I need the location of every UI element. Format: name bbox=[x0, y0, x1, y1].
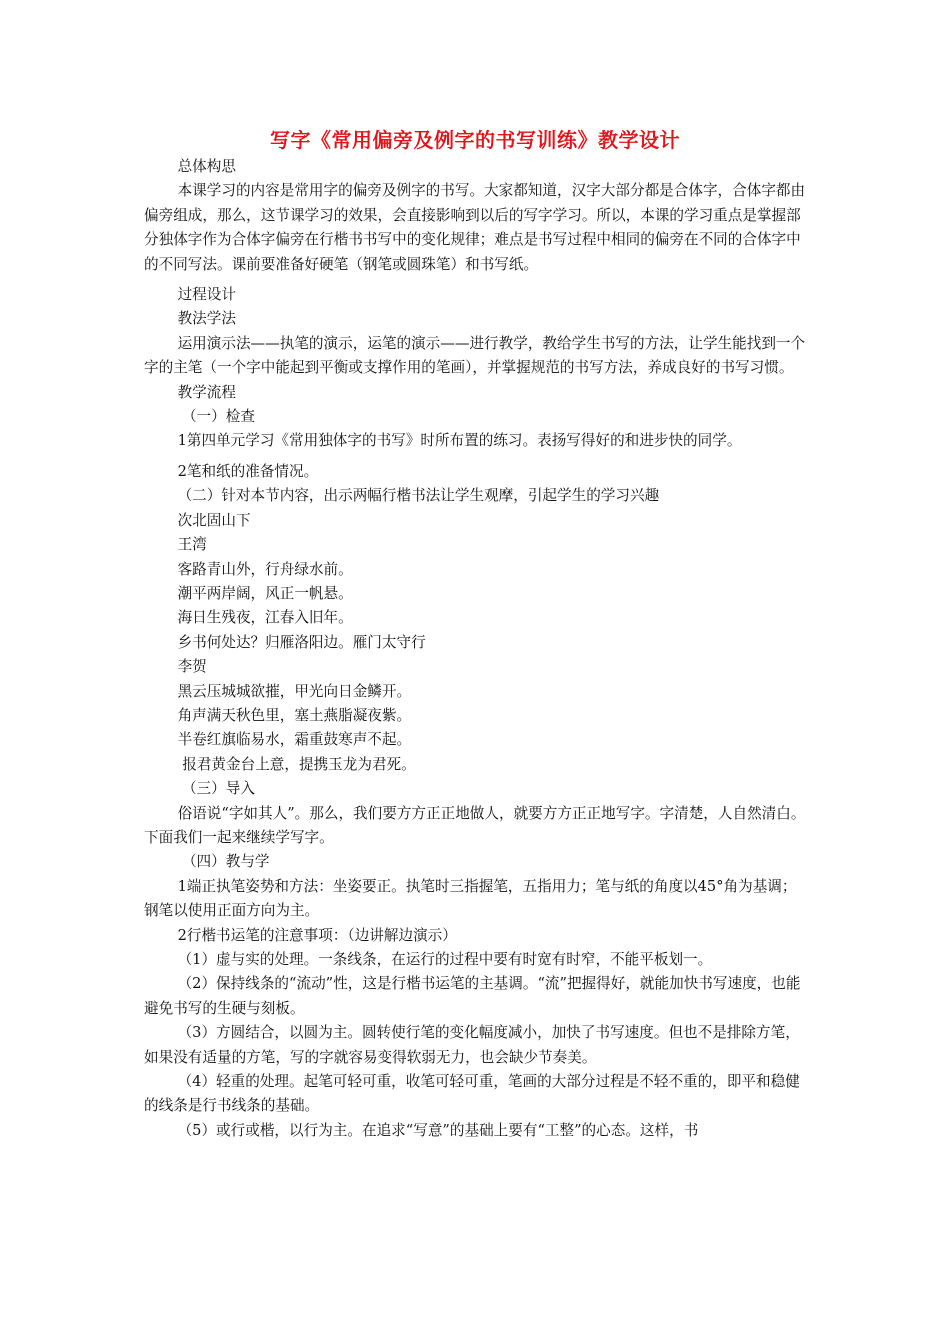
note-item-3: （3）方圆结合，以圆为主。圆转使行笔的变化幅度减小，加快了书写速度。但也不是排除方笔，如果没有适量的方笔，写的字就容易变得软弱无力，也会缺少节奏美。 bbox=[144, 1024, 800, 1066]
section-teach-learn: （四）教与学 bbox=[181, 853, 270, 871]
poem-line: 客路青山外，行舟绿水前。 bbox=[177, 560, 353, 578]
list-item-check-2: 2笔和纸的准备情况。 bbox=[177, 462, 319, 480]
heading-overall-concept: 总体构思 bbox=[177, 158, 236, 175]
poem-line: 黑云压城城欲摧，甲光向日金鳞开。 bbox=[177, 682, 412, 700]
list-item-check-1: 1第四单元学习《常用独体字的书写》时所布置的练习。表扬写得好的和进步快的同学。 bbox=[177, 432, 742, 450]
list-item-notes: 2行楷书运笔的注意事项：（边讲解边演示） bbox=[177, 926, 457, 944]
paragraph-method: 运用演示法——执笔的演示，运笔的演示——进行教学，教给学生书写的方法，让学生能找到一个字的主笔（一个字中能起到平衡或支撑作用的笔画），并掌握规范的书写方法，养成良好的书写习惯。 bbox=[144, 334, 806, 377]
poem-author-2: 李贺 bbox=[177, 658, 207, 676]
heading-process-design: 过程设计 bbox=[177, 286, 236, 304]
poem-line: 报君黄金台上意，提携玉龙为君死。 bbox=[177, 755, 416, 773]
section-check: （一）检查 bbox=[181, 408, 255, 426]
heading-teaching-method: 教法学法 bbox=[177, 310, 236, 328]
note-item-4: （4）轻重的处理。起笔可轻可重，收笔可轻可重，笔画的大部分过程是不轻不重的，即平和稳健的线条是行书线条的基础。 bbox=[144, 1073, 800, 1115]
note-item-5: （5）或行或楷，以行为主。在追求“写意”的基础上要有“工整”的心态。这样，书 bbox=[177, 1121, 699, 1139]
list-item-posture: 1端正执笔姿势和方法：坐姿要正。执笔时三指握笔，五指用力；笔与纸的角度以45°角为基调；钢笔以使用正面方向为主。 bbox=[144, 877, 797, 920]
section-calligraphy-show: （二）针对本节内容，出示两幅行楷书法让学生观摩，引起学生的学习兴趣 bbox=[177, 487, 660, 505]
document-body bbox=[144, 155, 808, 1143]
poem-line: 潮平两岸阔，风正一帆悬。 bbox=[177, 584, 353, 602]
paragraph-intro: 本课学习的内容是常用字的偏旁及例字的书写。大家都知道，汉字大部分都是合体字，合体字都由偏旁组成，那么，这节课学习的效果，会直接影响到以后的写字学习。所以，本课的学习重点是掌握部分独体字作为合体字偏旁在行楷书书写中的变化规律；难点是书写过程中相同的偏旁在不同的合体字中的不同写法。课前要准备好硬笔（钢笔或圆珠笔）和书写纸。 bbox=[144, 182, 806, 273]
document-title: 写字《常用偏旁及例字的书写训练》教学设计 bbox=[270, 128, 680, 152]
poem-line: 乡书何处达？归雁洛阳边。雁门太守行 bbox=[177, 633, 426, 651]
poem-line: 角声满天秋色里，塞土燕脂凝夜紫。 bbox=[177, 706, 412, 724]
note-item-2: （2）保持线条的“流动”性，这是行楷书运笔的主基调。“流”把握得好，就能加快书写速度，也能避免书写的生硬与刻板。 bbox=[144, 975, 801, 1017]
note-item-1: （1）虚与实的处理。一条线条，在运行的过程中要有时宽有时窄，不能平板划一。 bbox=[177, 951, 713, 968]
poem-line: 海日生残夜，江春入旧年。 bbox=[177, 609, 353, 627]
paragraph-saying: 俗语说“字如其人”。那么，我们要方方正正地做人，就要方方正正地写字。字清楚，人自然清白。下面我们一起来继续学写字。 bbox=[144, 804, 806, 846]
poem-title-1: 次北固山下 bbox=[177, 511, 251, 529]
poem-line: 半卷红旗临易水，霜重鼓寒声不起。 bbox=[177, 731, 412, 749]
poem-author-1: 王湾 bbox=[177, 536, 207, 554]
section-introduction: （三）导入 bbox=[181, 780, 255, 798]
heading-teaching-flow: 教学流程 bbox=[177, 383, 236, 401]
